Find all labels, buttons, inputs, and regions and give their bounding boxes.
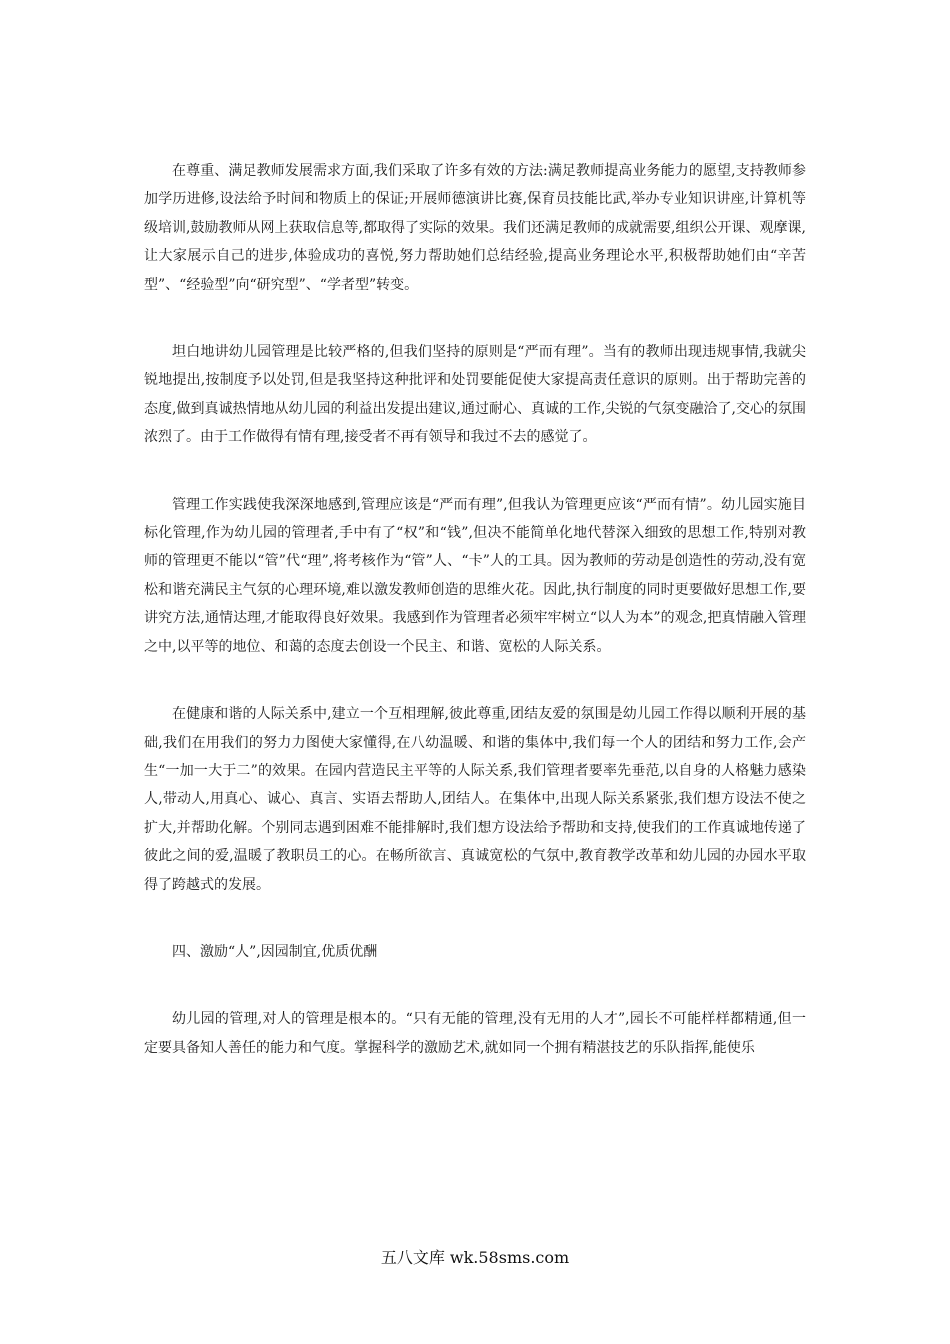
body-paragraph: 在尊重、满足教师发展需求方面,我们采取了许多有效的方法:满足教师提高业务能力的愿望,支持教师参加学历进修,设法给予时间和物质上的保证;开展师德演讲比赛,保育员技能比武,举办专业知识讲座,计算机等级培训,鼓励教师从网上获取信息等,都取得了实际的效果。我们还满足教师的成就需要,组织公开课、观摩课,让大家展示自己的进步,体验成功的喜悦,努力帮助她们总结经验,提高业务理论水平,积极帮助她们由“辛苦型”、“经验型”向“研究型”、“学者型”转变。 (144, 163, 806, 293)
footer-watermark: 五八文库 wk.58sms.com (380, 1248, 570, 1267)
body-paragraph: 管理工作实践使我深深地感到,管理应该是“严而有理”,但我认为管理更应该“严而有情”。幼儿园实施目标化管理,作为幼儿园的管理者,手中有了“权”和“钱”,但决不能简单化地代替深入细致的思想工作,特别对教师的管理更不能以“管”代“理”,将考核作为“管”人、“卡”人的工具。因为教师的劳动是创造性的劳动,没有宽松和谐充满民主气氛的心理环境,难以激发教师创造的思维火花。因此,执行制度的同时更要做好思想工作,要讲究方法,通情达理,才能取得良好效果。我感到作为管理者必须牢牢树立“以人为本”的观念,把真情融入管理之中,以平等的地位、和蔼的态度去创设一个民主、和谐、宽松的人际关系。 (144, 496, 806, 655)
body-paragraph: 幼儿园的管理,对人的管理是根本的。“只有无能的管理,没有无用的人才”,园长不可能样样都精通,但一定要具备知人善任的能力和气度。掌握科学的激励艺术,就如同一个拥有精湛技艺的乐队指挥,能使乐 (144, 1011, 806, 1056)
body-paragraph: 在健康和谐的人际关系中,建立一个互相理解,彼此尊重,团结友爱的氛围是幼儿园工作得以顺利开展的基础,我们在用我们的努力力图使大家懂得,在八幼温暖、和谐的集体中,我们每一个人的团结和努力工作,会产生“一加一大于二”的效果。在园内营造民主平等的人际关系,我们管理者要率先垂范,以自身的人格魅力感染人,带动人,用真心、诚心、真言、实语去帮助人,团结人。在集体中,出现人际关系紧张,我们想方设法不使之扩大,并帮助化解。个别同志遇到困难不能排解时,我们想方设法给予帮助和支持,使我们的工作真诚地传递了彼此之间的爱,温暖了教职员工的心。在畅所欲言、真诚宽松的气氛中,教育教学改革和幼儿园的办园水平取得了跨越式的发展。 (144, 706, 806, 893)
body-paragraph: 坦白地讲幼儿园管理是比较严格的,但我们坚持的原则是“严而有理”。当有的教师出现违规事情,我就尖锐地提出,按制度予以处罚,但是我坚持这种批评和处罚要能促使大家提高责任意识的原则。出于帮助完善的态度,做到真诚热情地从幼儿园的利益出发提出建议,通过耐心、真诚的工作,尖锐的气氛变融洽了,交心的氛围浓烈了。由于工作做得有情有理,接受者不再有领导和我过不去的感觉了。 (144, 344, 806, 446)
section-heading: 四、激励“人”,因园制宜,优质优酬 (172, 943, 378, 960)
document-body (144, 157, 806, 1101)
